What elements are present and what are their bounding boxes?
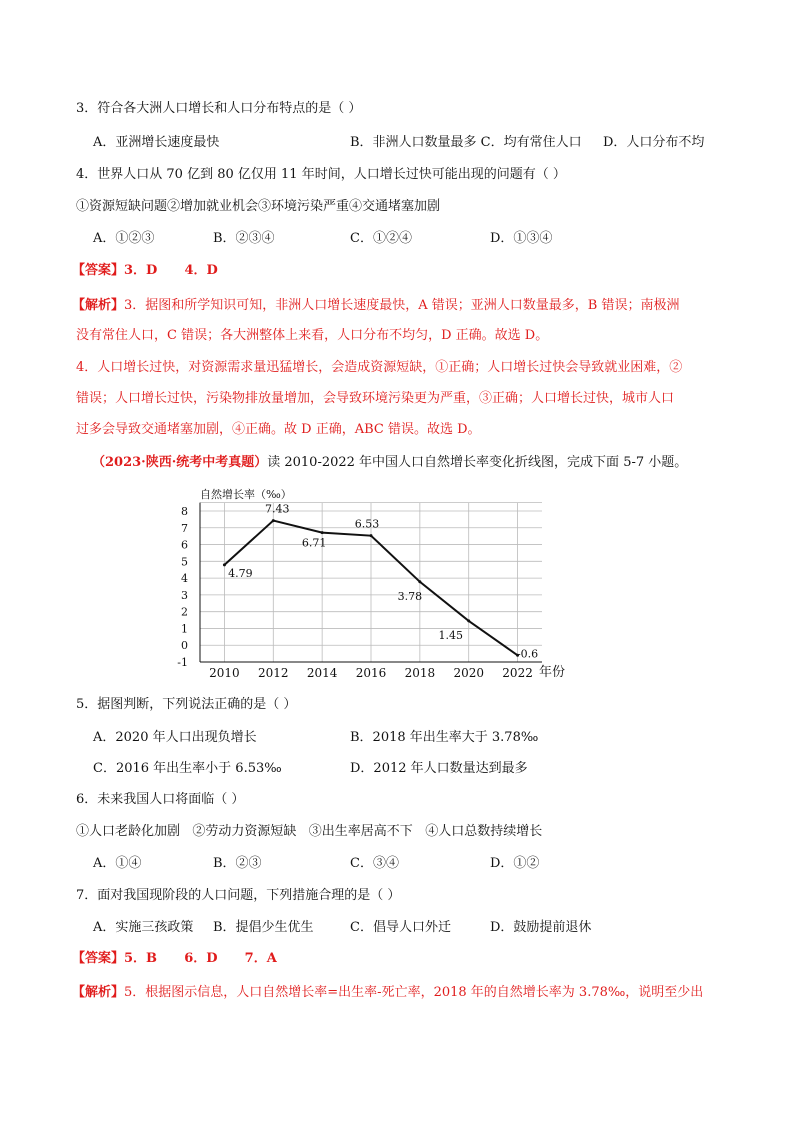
x-tick-label: 2020 [453,666,484,680]
y-tick-label: 0 [181,639,188,653]
y-axis-label: 自然增长率（‰） [200,488,292,501]
data-label: 7.43 [265,502,290,516]
y-tick-label: 2 [181,605,188,619]
q7-stem: 7．面对我国现阶段的人口问题，下列措施合理的是（ ） [76,888,401,903]
q6-option-a: A．①④ [93,856,142,871]
q7-option-b: B．提倡少生优生 [213,920,314,935]
x-axis-label: 年份 [539,665,566,680]
q5-option-b: B．2018 年出生率大于 3.78‰ [350,730,539,745]
q7-option-a: A．实施三孩政策 [93,920,194,935]
analysis-line-4: 错误；人口增长过快，污染物排放量增加，会导致环境污染更为严重，③正确；人口增长过快，城市人口 [76,391,675,406]
q6-option-b: B．②③ [213,856,262,871]
answer-block-2 [72,950,277,968]
q3-option-a: A．亚洲增长速度最快 [93,135,220,150]
q6-stem: 6．未来我国人口将面临（ ） [76,792,245,807]
analysis2-line-1 [72,984,703,1002]
q4-option-c: C．①②④ [350,231,412,246]
y-tick-label: 3 [181,588,188,602]
analysis-tag: 【解析】 [72,298,125,313]
data-label: 3.78 [397,589,423,603]
answer-tag: 【答案】 [72,951,125,966]
q3-option-bc: B．非洲人口数量最多 C．均有常住人口 [350,135,582,150]
q6-option-d: D．①② [490,856,540,871]
answer-text: 3．D 4．D [124,263,218,278]
data-point [370,534,373,537]
x-tick-label: 2022 [502,666,533,680]
q6-option-c: C．③④ [350,856,399,871]
q6-items: ①人口老龄化加剧 ②劳动力资源短缺 ③出生率居高不下 ④人口总数持续增长 [76,824,543,839]
data-label: 6.71 [301,536,327,550]
y-tick-label: 1 [181,622,188,636]
analysis-text: 5．根据图示信息，人口自然增长率=出生率-死亡率，2018 年的自然增长率为 3.78‰，说明至少出 [124,985,704,1000]
q5-stem: 5．据图判断，下列说法正确的是（ ） [76,697,297,712]
q4-option-a: A．①②③ [93,231,155,246]
q5-option-a: A．2020 年人口出现负增长 [93,730,257,745]
y-tick-label: 5 [181,555,188,569]
analysis-tag: 【解析】 [72,985,125,1000]
answer-tag: 【答案】 [72,263,125,278]
data-point [321,531,324,534]
q5-option-c: C．2016 年出生率小于 6.53‰ [93,761,282,776]
data-point [223,563,226,566]
y-tick-labels [177,505,188,669]
data-label: 1.45 [438,628,463,642]
intro-text: 读 2010-2022 年中国人口自然增长率变化折线图，完成下面 5-7 小题。 [267,455,688,470]
y-tick-label: 4 [181,572,188,586]
x-tick-label: 2010 [209,666,240,680]
analysis-line-2: 没有常住人口，C 错误；各大洲整体上来看，人口分布不均匀，D 正确。故选 D。 [76,328,549,343]
analysis-text: 3．据图和所学知识可知，非洲人口增长速度最快，A 错误；亚洲人口数量最多，B 错误；南极洲 [124,298,680,313]
analysis-line-5: 过多会导致交通堵塞加剧，④正确。故 D 正确，ABC 错误。故选 D。 [76,422,481,437]
y-tick-label: 8 [181,505,188,518]
data-label: 6.53 [354,517,380,531]
data-label: -0.6 [516,647,539,661]
q4-option-b: B．②③④ [213,231,275,246]
q3-stem: 3．符合各大洲人口增长和人口分布特点的是（ ） [76,101,362,116]
q4-stem: 4．世界人口从 70 亿到 80 亿仅用 11 年时间，人口增长过快可能出现的问题有（ ） [76,167,566,182]
data-point [418,580,421,583]
y-tick-label: 6 [181,538,188,552]
q4-option-d: D．①③④ [490,231,553,246]
analysis-line-3: 4．人口增长过快，对资源需求量迅猛增长，会造成资源短缺，①正确；人口增长过快会导致就业困难，② [76,360,683,375]
x-tick-label: 2018 [404,666,436,680]
source-tag: （2023·陕西·统考中考真题） [92,455,268,470]
q7-option-d: D．鼓励提前退休 [490,920,592,935]
q5-option-d: D．2012 年人口数量达到最多 [350,761,528,776]
q3-option-d: D．人口分布不均 [603,135,705,150]
data-point [467,619,470,622]
data-label: 4.79 [228,566,253,580]
q7-option-c: C．倡导人口外迁 [350,920,451,935]
data-point [272,519,275,522]
x-tick-labels [209,666,533,680]
y-tick-label: 7 [181,521,188,535]
x-tick-label: 2014 [306,666,338,680]
answer-text: 5．B 6．D 7．A [124,951,277,966]
x-tick-label: 2012 [258,666,289,680]
q4-items: ①资源短缺问题②增加就业机会③环境污染严重④交通堵塞加剧 [76,199,441,214]
x-tick-label: 2016 [355,666,387,680]
y-tick-label: -1 [177,656,188,669]
